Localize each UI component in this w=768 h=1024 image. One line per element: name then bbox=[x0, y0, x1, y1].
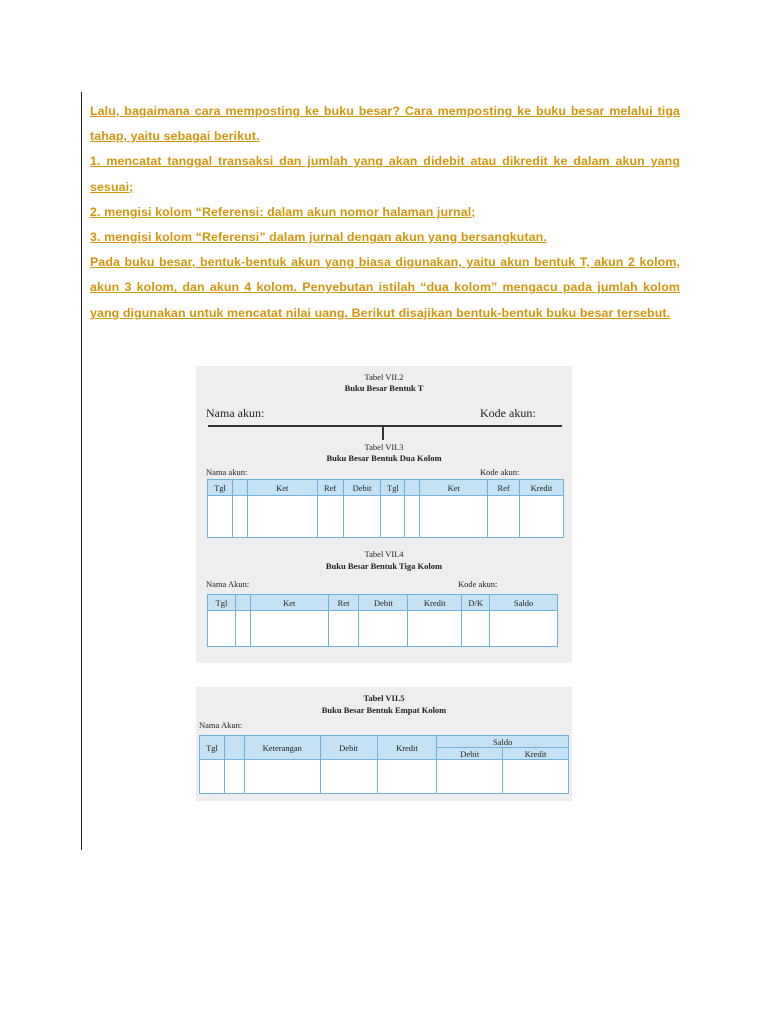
account-code-label: Kode akun: bbox=[480, 467, 520, 477]
left-margin-line bbox=[81, 92, 82, 850]
table-row bbox=[208, 496, 564, 538]
col-header: Debit bbox=[320, 736, 377, 760]
table-title: Buku Besar Bentuk Empat Kolom bbox=[321, 705, 447, 715]
paragraph-intro: Lalu, bagaimana cara memposting ke buku besar? Cara memposting ke buku besar melalui tiga tahap, yaitu sebagai berikut. bbox=[90, 104, 680, 144]
table-row bbox=[200, 760, 569, 794]
account-name-label: Nama akun: bbox=[206, 406, 265, 420]
col-header: Tgl bbox=[200, 736, 225, 760]
saldo-header: Saldo bbox=[437, 736, 569, 748]
four-column-ledger-table bbox=[199, 735, 569, 794]
t-account-vertical-line bbox=[382, 426, 384, 440]
step-1: 1. mencatat tanggal transaksi dan jumlah yang akan didebit atau dikredit ke dalam akun yang sesuai; bbox=[90, 154, 680, 194]
step-3: 3. mengisi kolom “Referensi” dalam jurnal dengan akun yang bersangkutan. bbox=[90, 230, 547, 245]
col-header: Ket bbox=[247, 480, 317, 496]
account-code-label: Kode akun: bbox=[458, 579, 498, 589]
col-header: Tgl bbox=[381, 480, 405, 496]
col-header: Kredit bbox=[520, 480, 564, 496]
paragraph-forms: Pada buku besar, bentuk-bentuk akun yang biasa digunakan, yaitu akun bentuk T, akun 2 kolom, akun 3 kolom, dan akun 4 kolom. Penyebutan istilah “dua kolom” mengacu pada jumlah kolom yang digunakan untuk mencatat nilai uang. Berikut disajikan bentuk-bentuk buku besar tersebut. bbox=[90, 255, 680, 320]
three-column-ledger-table bbox=[207, 594, 558, 647]
col-header: Ket bbox=[250, 595, 328, 611]
col-header: Tgl bbox=[208, 595, 236, 611]
col-header bbox=[232, 480, 247, 496]
ledger-forms-figure bbox=[196, 366, 572, 663]
col-header bbox=[224, 736, 244, 760]
col-header bbox=[405, 480, 420, 496]
table-number: Tabel VII.3 bbox=[364, 442, 404, 452]
two-column-ledger-table bbox=[207, 479, 564, 538]
four-column-ledger-figure bbox=[196, 687, 572, 801]
text-content bbox=[90, 99, 680, 326]
account-name-label: Nama Akun: bbox=[199, 720, 243, 730]
col-header: Kredit bbox=[377, 736, 437, 760]
table-number: Tabel VII.2 bbox=[364, 372, 404, 382]
col-header: D/K bbox=[462, 595, 490, 611]
col-header: Ref bbox=[317, 480, 343, 496]
saldo-debit-header: Debit bbox=[437, 748, 503, 760]
col-header: Keterangan bbox=[244, 736, 320, 760]
col-header: Ret bbox=[328, 595, 359, 611]
account-name-label: Nama akun: bbox=[206, 467, 248, 477]
saldo-credit-header: Kredit bbox=[503, 748, 569, 760]
col-header: Ref bbox=[488, 480, 520, 496]
account-name-label: Nama Akun: bbox=[206, 579, 250, 589]
table-number: Tabel VII.5 bbox=[363, 693, 405, 703]
col-header: Saldo bbox=[490, 595, 558, 611]
col-header: Debit bbox=[343, 480, 381, 496]
table-title: Buku Besar Bentuk Dua Kolom bbox=[326, 453, 442, 463]
col-header: Kredit bbox=[408, 595, 462, 611]
col-header: Tgl bbox=[208, 480, 233, 496]
table-title: Buku Besar Bentuk T bbox=[344, 383, 424, 393]
table-title: Buku Besar Bentuk Tiga Kolom bbox=[325, 561, 443, 571]
col-header bbox=[235, 595, 250, 611]
t-account-horizontal-line bbox=[208, 425, 562, 427]
account-code-label: Kode akun: bbox=[480, 406, 536, 420]
table-number: Tabel VII.4 bbox=[364, 549, 404, 559]
col-header: Debit bbox=[359, 595, 408, 611]
table-row bbox=[208, 611, 558, 647]
col-header: Ket bbox=[420, 480, 488, 496]
step-2: 2. mengisi kolom “Referensi: dalam akun nomor halaman jurnal; bbox=[90, 204, 476, 219]
